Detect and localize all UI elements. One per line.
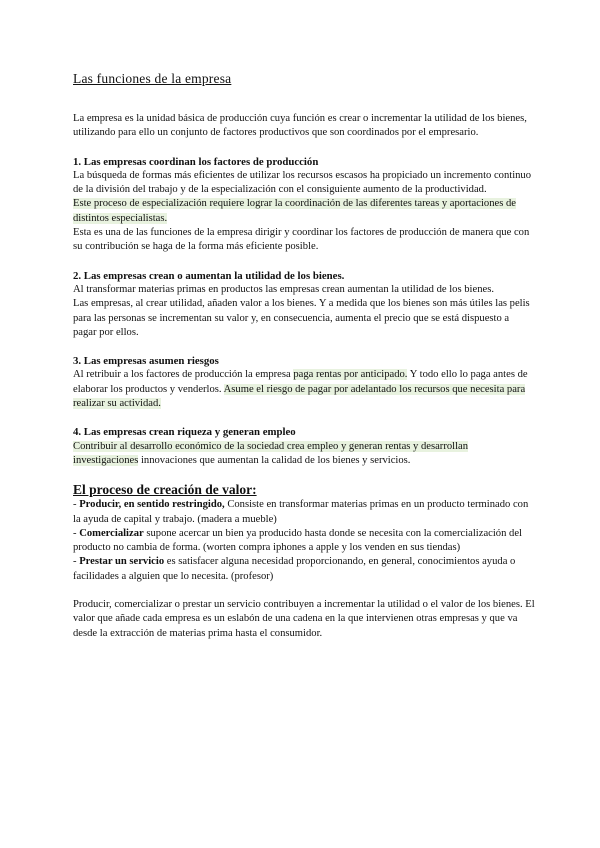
value-item-produce	[73, 498, 535, 527]
section-4-heading: 4. Las empresas crean riqueza y generan empleo	[73, 426, 296, 439]
section-2-paragraph-1: Al transformar materias primas en productos las empresas crean aumentan la utilidad de los bienes.	[73, 283, 494, 295]
section-2-heading: 2. Las empresas crean o aumentan la utilidad de los bienes.	[73, 269, 345, 282]
section-1-paragraph-1: La búsqueda de formas más eficientes de utilizar los recursos escasos ha propiciado un incremento continuo de la división del trabajo y de la especialización con el consiguiente aumento de la productividad.	[73, 169, 532, 196]
text-run: Consiste en transformar materias primas en un producto terminado con la ayuda de capital y trabajo. (madera a mueble)	[73, 499, 529, 525]
section-2-paragraph-2: Las empresas, al crear utilidad, añaden valor a los bienes. Y a medida que los bienes son más útiles las pelis para las personas se incrementan su valor y, en consecuencia, aumenta el precio que se está dispuesto a pagar por ellos.	[73, 298, 530, 338]
intro-paragraph: La empresa es la unidad básica de producción cuya función es crear o incrementar la utilidad de los bienes, utilizando para ello un conjunto de factores productivos que son coordinados por el empresario.	[73, 113, 527, 139]
dash: -	[73, 499, 80, 511]
text-run: es satisfacer alguna necesidad proporcionando, en general, conocimientos ayuda o facilidades a alguien que lo necesita. (profesor)	[73, 556, 516, 582]
bold-term: Producir, en sentido restringido,	[79, 499, 225, 511]
text-run: Y todo ello lo paga antes de elaborar los productos y venderlos.	[73, 369, 528, 395]
highlighted-text: Asume el riesgo de pagar por adelantado los recursos que necesita para realizar su actividad.	[73, 383, 526, 410]
section-1-paragraph-2	[73, 197, 535, 226]
document-content	[73, 70, 535, 641]
text-run: supone acercar un bien ya producido hasta donde se necesita con la comercialización del producto no cambia de forma. (worten compra iphones a apple y los venden en sus tiendas)	[73, 527, 522, 554]
closing-paragraph: Producir, comercializar o prestar un servicio contribuyen a incrementar la utilidad o el valor de los bienes. El valor que añade cada empresa es un eslabón de una cadena en la que intervienen otras empresas y que va desde la extracción de materias prima hasta el consumidor.	[73, 599, 535, 639]
dash: -	[73, 527, 80, 539]
document-title: Las funciones de la empresa	[73, 71, 232, 86]
value-section-title: El proceso de creación de valor:	[73, 482, 257, 498]
highlighted-text: Contribuir al desarrollo económico de la sociedad crea empleo y generan rentas y desarrollan investigaciones	[73, 440, 469, 466]
section-1-paragraph-3: Esta es una de las funciones de la empresa dirigir y coordinar los factores de producción de manera que con su contribución se haga de la forma más eficiente posible.	[73, 227, 530, 253]
highlighted-text: Este proceso de especialización requiere lograr la coordinación de las diferentes tareas y aportaciones de distintos especialistas.	[73, 198, 516, 224]
section-3-heading: 3. Las empresas asumen riesgos	[73, 355, 219, 368]
dash: -	[73, 556, 80, 568]
bold-term: Comercializar	[79, 527, 144, 539]
section-3-paragraph	[73, 368, 535, 411]
text-run: innovaciones que aumentan la calidad de los bienes y servicios.	[138, 454, 411, 466]
section-4-paragraph	[73, 440, 535, 469]
section-1-heading: 1. Las empresas coordinan los factores de producción	[73, 155, 319, 168]
highlighted-text: paga rentas por anticipado.	[293, 369, 408, 381]
value-item-commercialize	[73, 527, 535, 556]
text-run: Al retribuir a los factores de producción la empresa	[73, 369, 294, 381]
value-item-service	[73, 555, 535, 584]
bold-term: Prestar un servicio	[79, 556, 165, 568]
